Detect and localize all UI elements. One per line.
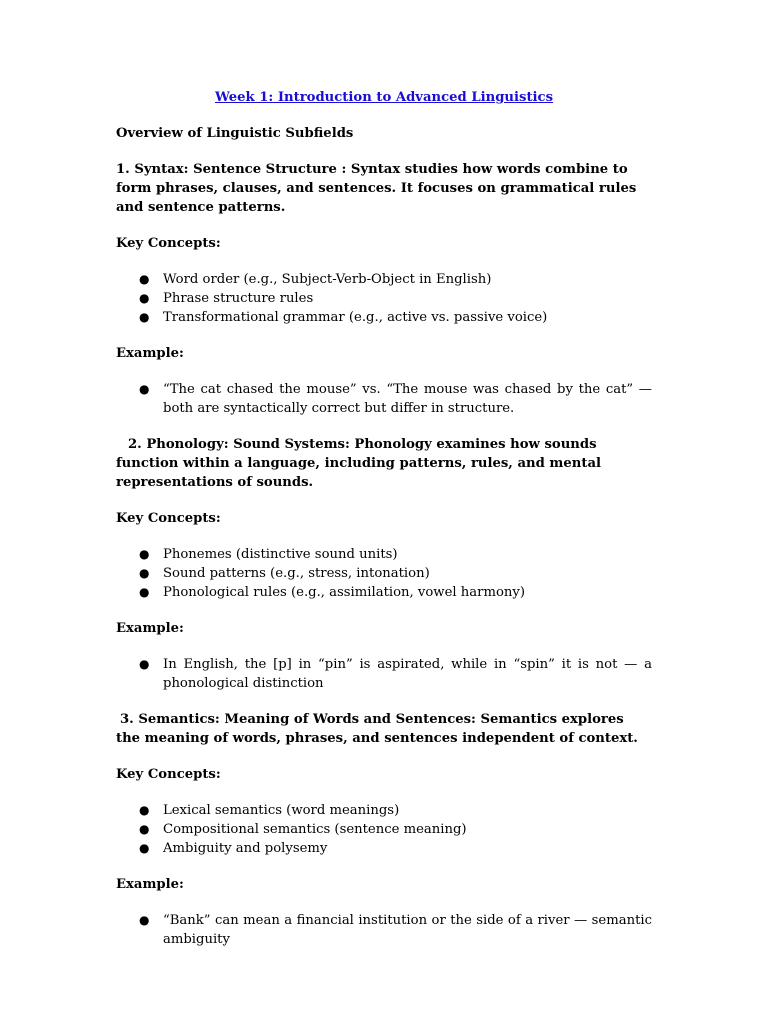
list-item [116,380,652,418]
list-item [116,820,652,839]
bullet-icon: ● [139,803,150,817]
bullet-icon: ● [139,657,150,671]
key-concepts-list [116,545,652,602]
list-item-text: Phonological rules (e.g., assimilation, vowel harmony) [163,585,525,600]
list-item [116,655,652,693]
bullet-icon: ● [139,585,150,599]
bullet-icon: ● [139,841,150,855]
list-item-text: Transformational grammar (e.g., active vs. passive voice) [163,310,548,325]
section-heading: 1. Syntax: Sentence Structure : Syntax studies how words combine to form phrases, clauses, and sentences. It focuses on grammatical rules and sentence patterns. [116,162,637,215]
section-syntax [116,160,652,418]
example-label: Example: [116,877,184,892]
key-concepts-list [116,801,652,858]
key-concepts-label: Key Concepts: [116,511,221,526]
example-label: Example: [116,621,184,636]
list-item-text: “Bank” can mean a financial institution or the side of a river — semantic ambiguity [163,913,652,947]
key-concepts-label: Key Concepts: [116,767,221,782]
list-item-text: Sound patterns (e.g., stress, intonation) [163,566,430,581]
key-concepts-label: Key Concepts: [116,236,221,251]
section-heading: 2. Phonology: Sound Systems: Phonology examines how sounds function within a language, including patterns, rules, and mental representations of sounds. [116,437,602,490]
bullet-icon: ● [139,382,150,396]
list-item [116,289,652,308]
bullet-icon: ● [139,310,150,324]
list-item [116,308,652,327]
overview-heading: Overview of Linguistic Subfields [116,126,354,141]
list-item-text: Lexical semantics (word meanings) [163,803,400,818]
list-item-text: In English, the [p] in “pin” is aspirated, while in “spin” it is not — a phonological distinction [163,657,652,691]
example-label: Example: [116,346,184,361]
list-item-text: Ambiguity and polysemy [163,841,328,856]
list-item [116,270,652,289]
list-item-text: “The cat chased the mouse” vs. “The mouse was chased by the cat” — both are syntactically correct but differ in structure. [163,382,652,416]
bullet-icon: ● [139,822,150,836]
bullet-icon: ● [139,272,150,286]
list-item [116,801,652,820]
section-phonology [116,435,652,693]
key-concepts-list [116,270,652,327]
list-item-text: Compositional semantics (sentence meaning) [163,822,467,837]
example-list [116,380,652,418]
bullet-icon: ● [139,566,150,580]
list-item [116,839,652,858]
list-item-text: Phonemes (distinctive sound units) [163,547,398,562]
example-list [116,911,652,949]
list-item [116,545,652,564]
bullet-icon: ● [139,547,150,561]
example-list [116,655,652,693]
bullet-icon: ● [139,913,150,927]
list-item-text: Phrase structure rules [163,291,314,306]
section-heading: 3. Semantics: Meaning of Words and Sentences: Semantics explores the meaning of words, phrases, and sentences independent of context. [116,712,638,746]
list-item-text: Word order (e.g., Subject-Verb-Object in English) [163,272,492,287]
bullet-icon: ● [139,291,150,305]
document-body [116,88,652,966]
section-semantics [116,710,652,949]
list-item [116,564,652,583]
document-title[interactable]: Week 1: Introduction to Advanced Linguistics [214,90,553,105]
list-item [116,583,652,602]
list-item [116,911,652,949]
